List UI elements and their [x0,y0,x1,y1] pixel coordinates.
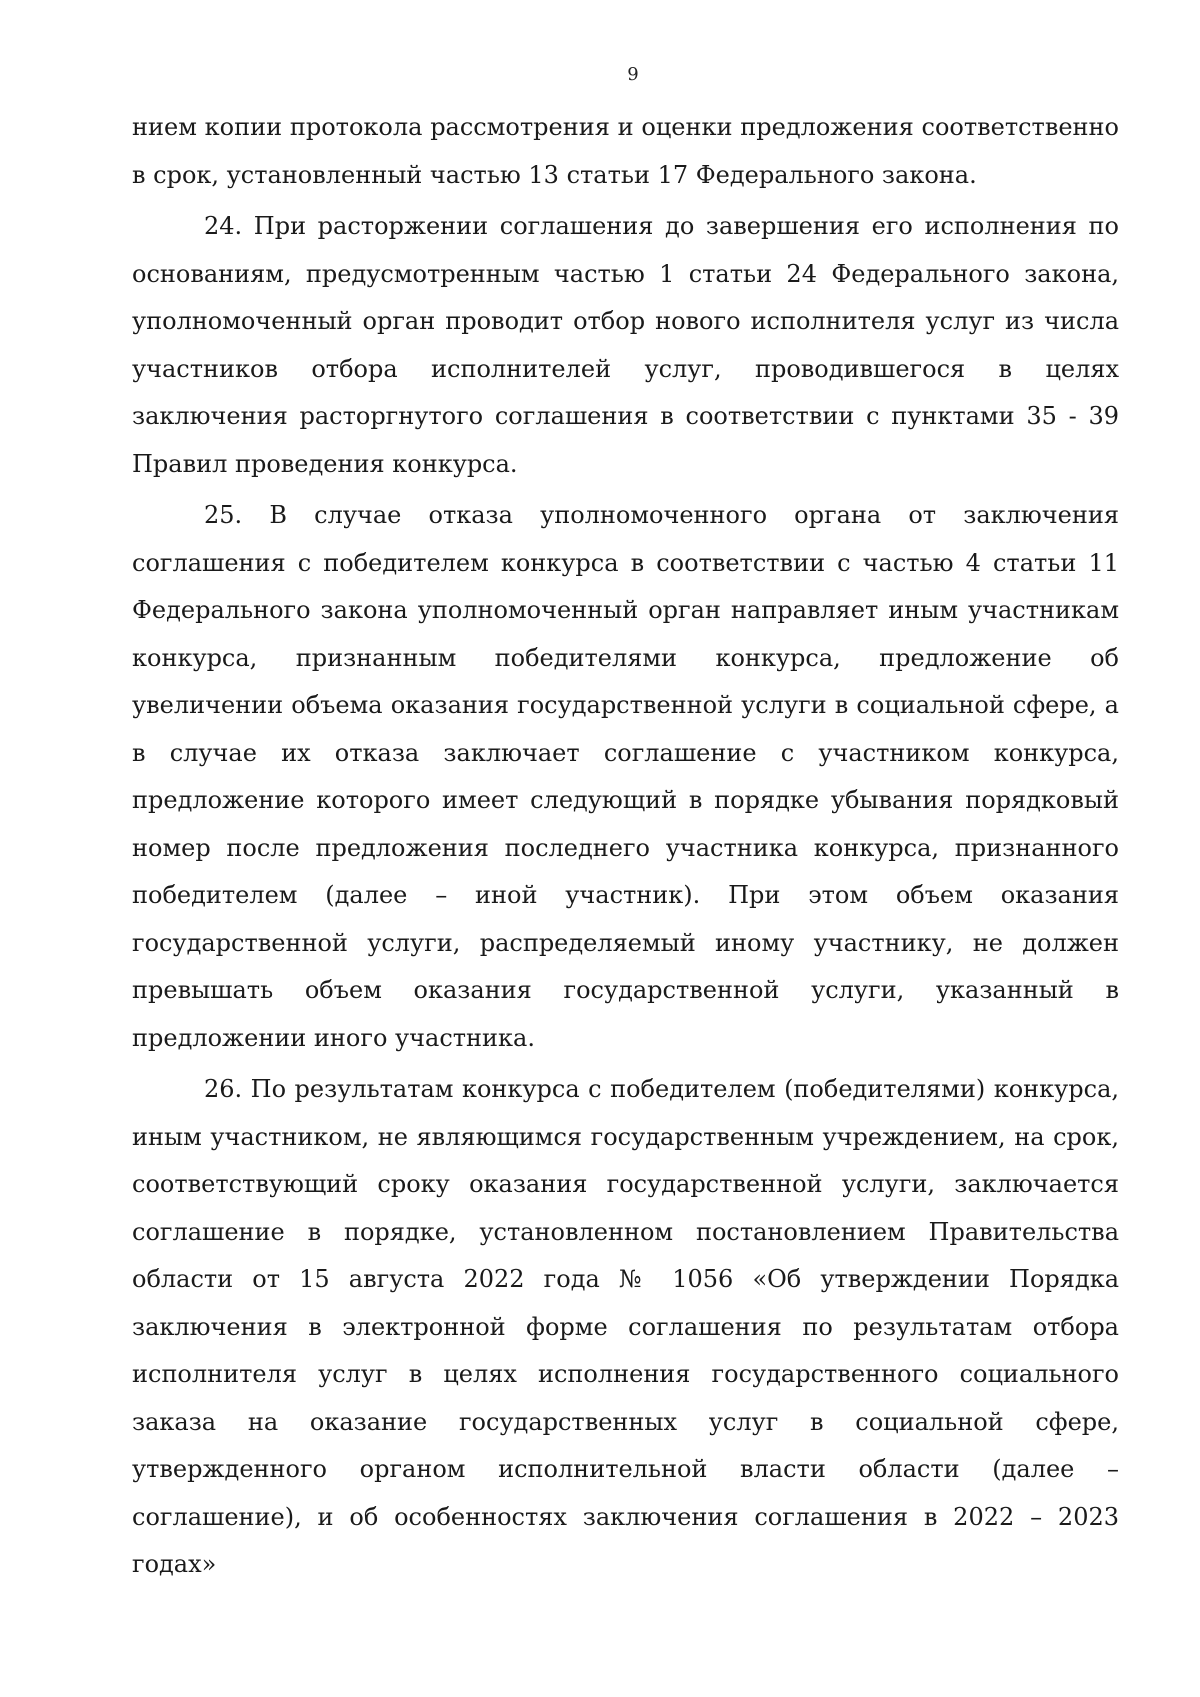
page-number: 9 [627,64,639,85]
document-body [132,104,1119,1593]
paragraph-24: 24. При расторжении соглашения до завершения его исполнения по основаниям, предусмотренным частью 1 статьи 24 Федерального закона, уполномоченный орган проводит отбор нового исполнителя услуг из числа участников отбора исполнителей услуг, проводившегося в целях заключения расторгнутого соглашения в соответствии с пунктами 35 - 39 Правил проведения конкурса. [132,212,1119,478]
paragraph-continuation: нием копии протокола рассмотрения и оценки предложения соответственно в срок, установленный частью 13 статьи 17 Федерального закона. [132,113,1119,189]
paragraph-25: 25. В случае отказа уполномоченного органа от заключения соглашения с победителем конкурса в соответствии с частью 4 статьи 11 Федерального закона уполномоченный орган направляет иным участникам конкурса, признанным победителями конкурса, предложение об увеличении объема оказания государственной услуги в социальной сфере, а в случае их отказа заключает соглашение с участником конкурса, предложение которого имеет следующий в порядке убывания порядковый номер после предложения последнего участника конкурса, признанного победителем (далее – иной участник). При этом объем оказания государственной услуги, распределяемый иному участнику, не должен превышать объем оказания государственной услуги, указанный в предложении иного участника. [132,501,1119,1052]
paragraph-26: 26. По результатам конкурса с победителем (победителями) конкурса, иным участником, не являющимся государственным учреждением, на срок, соответствующий сроку оказания государственной услуги, заключается соглашение в порядке, установленном постановлением Правительства области от 15 августа 2022 года № 1056 «Об утверждении Порядка заключения в электронной форме соглашения по результатам отбора исполнителя услуг в целях исполнения государственного социального заказа на оказание государственных услуг в социальной сфере, утвержденного органом исполнительной власти области (далее – соглашение), и об особенностях заключения соглашения в 2022 – 2023 годах» [132,1075,1119,1578]
